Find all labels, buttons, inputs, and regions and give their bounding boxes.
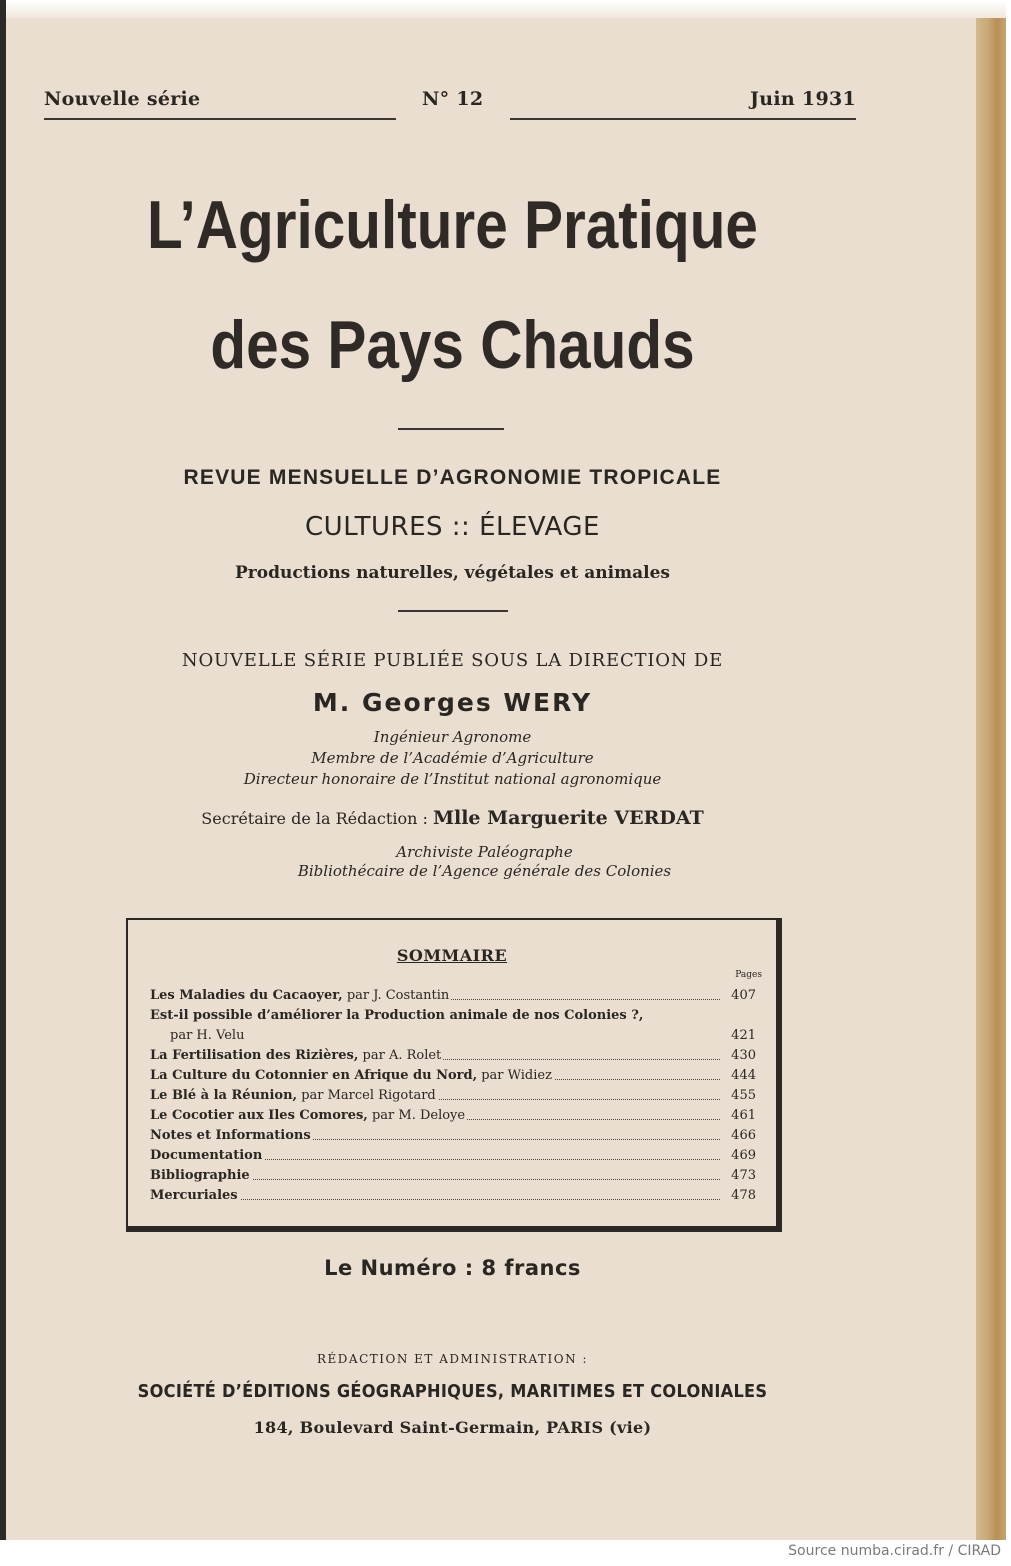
productions-line: Productions naturelles, végétales et animales xyxy=(235,563,670,583)
entry-title: Documentation xyxy=(150,1148,263,1163)
entry-title: Bibliographie xyxy=(150,1168,250,1183)
entry-author: par A. Rolet xyxy=(358,1048,442,1063)
entry-page: 478 xyxy=(726,1186,756,1206)
publisher-name: SOCIÉTÉ D’ÉDITIONS GÉOGRAPHIQUES, MARITIMES ET COLONIALES xyxy=(137,1381,768,1402)
entry-title: Notes et Informations xyxy=(150,1128,311,1143)
toc-entry xyxy=(150,1006,756,1026)
publisher-label: RÉDACTION ET ADMINISTRATION : xyxy=(316,1352,588,1366)
entry-title: La Fertilisation des Rizières, xyxy=(150,1048,359,1063)
entry-page: 421 xyxy=(726,1026,756,1046)
entry-title: Mercuriales xyxy=(150,1188,238,1203)
secretary-line xyxy=(0,807,905,829)
toc-title: SOMMAIRE xyxy=(396,946,508,965)
entry-author: par M. Deloye xyxy=(367,1108,466,1123)
entry-title: Les Maladies du Cacaoyer, xyxy=(150,988,343,1003)
entry-page: 461 xyxy=(726,1106,756,1126)
book-spine xyxy=(976,18,1006,1540)
cultures-line: CULTURES :: ÉLEVAGE xyxy=(305,512,600,542)
masthead-rule-left xyxy=(44,118,396,120)
entry-title: Est-il possible d’améliorer la Production animale de nos Colonies ?, xyxy=(150,1008,644,1023)
secretary-name: Mlle Marguerite VERDAT xyxy=(432,807,704,829)
entry-page: 444 xyxy=(726,1066,756,1086)
entry-author: par Marcel Rigotard xyxy=(297,1088,436,1103)
entry-author: par Widiez xyxy=(477,1068,552,1083)
secretary-title: Archiviste Paléographe xyxy=(396,843,573,861)
secretary-label: Secrétaire de la Rédaction : xyxy=(201,809,428,828)
series-label: Nouvelle série xyxy=(44,88,201,110)
entry-author: par H. Velu xyxy=(170,1028,245,1043)
journal-subtitle: REVUE MENSUELLE D’AGRONOMIE TROPICALE xyxy=(183,466,722,489)
secretary-title: Bibliothécaire de l’Agence générale des Colonies xyxy=(297,862,672,880)
issue-price: Le Numéro : 8 francs xyxy=(324,1256,581,1280)
divider-rule xyxy=(398,610,508,612)
toc-entry xyxy=(150,986,756,1006)
issue-date: Juin 1931 xyxy=(749,88,856,110)
toc-entry xyxy=(150,1086,756,1106)
masthead-row xyxy=(44,88,856,120)
toc-entry xyxy=(150,1066,756,1086)
toc-entry xyxy=(150,1186,756,1206)
entry-page: 469 xyxy=(726,1146,756,1166)
toc-entry xyxy=(150,1166,756,1186)
source-credit: Source numba.cirad.fr / CIRAD xyxy=(788,1543,1001,1559)
masthead-rule-right xyxy=(510,118,856,120)
director-name: M. Georges WERY xyxy=(312,688,593,717)
toc-list xyxy=(150,986,756,1206)
director-title: Membre de l’Académie d’Agriculture xyxy=(311,749,594,767)
toc-pages-label: Pages xyxy=(735,970,762,980)
toc-entry xyxy=(150,1126,756,1146)
entry-page: 455 xyxy=(726,1086,756,1106)
toc-entry xyxy=(150,1106,756,1126)
journal-title-line-1: L’Agriculture Pratique xyxy=(147,187,758,263)
toc-entry xyxy=(150,1146,756,1166)
entry-author: par J. Costantin xyxy=(342,988,450,1003)
entry-title: La Culture du Cotonnier en Afrique du Nord, xyxy=(150,1068,478,1083)
issue-number: N° 12 xyxy=(422,88,484,110)
toc-entry xyxy=(150,1046,756,1066)
journal-title-line-2: des Pays Chauds xyxy=(210,307,695,383)
entry-page: 407 xyxy=(726,986,756,1006)
table-of-contents xyxy=(126,918,782,1232)
publisher-address: 184, Boulevard Saint-Germain, PARIS (vie) xyxy=(253,1418,652,1437)
entry-title: Le Cocotier aux Iles Comores, xyxy=(150,1108,368,1123)
toc-entry xyxy=(150,1026,756,1046)
page-top-edge xyxy=(6,0,1006,20)
director-title: Ingénieur Agronome xyxy=(373,728,532,746)
entry-page: 473 xyxy=(726,1166,756,1186)
divider-rule xyxy=(398,428,504,430)
entry-title: Le Blé à la Réunion, xyxy=(150,1088,298,1103)
director-title: Directeur honoraire de l’Institut national agronomique xyxy=(243,770,662,788)
entry-page: 430 xyxy=(726,1046,756,1066)
entry-page: 466 xyxy=(726,1126,756,1146)
direction-intro: NOUVELLE SÉRIE PUBLIÉE SOUS LA DIRECTION DE xyxy=(181,650,724,671)
